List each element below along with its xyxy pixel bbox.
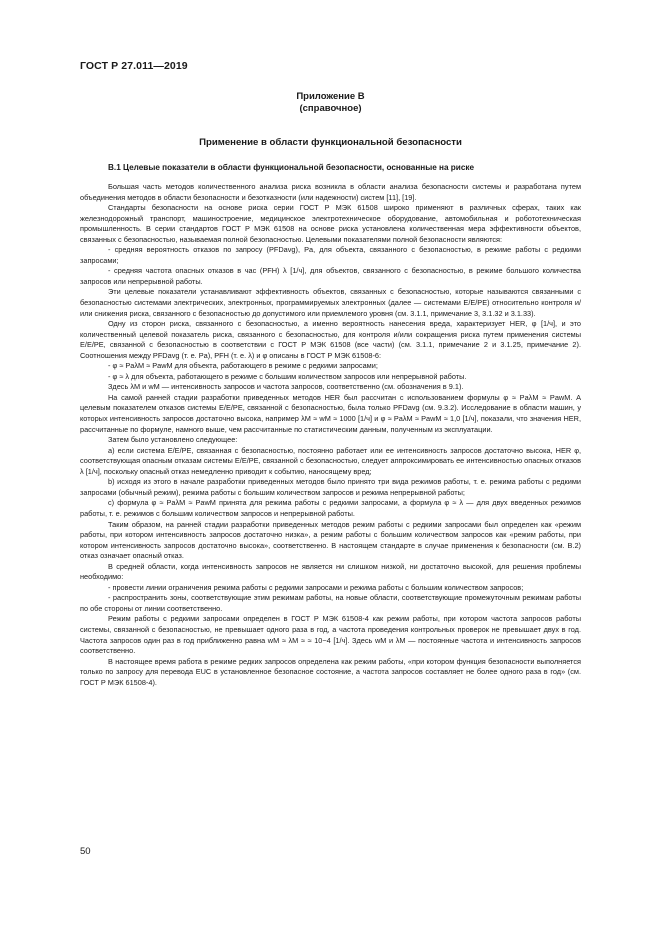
standard-header: ГОСТ Р 27.011—2019 <box>80 60 188 72</box>
page-number: 50 <box>80 846 91 857</box>
paragraph: Эти целевые показатели устанавливают эффективность объектов, связанных с безопасностью, которые называются связанными с безопасностью системами электрических, электронных, программируемых электронных (далее — системами E/E/PE) относительно контроля и/или снижения риска, связанного с безопасностью до допустимого или приемлемого уровня (см. 3.1.1, примечание 3, 3.1.32 и 3.1.33). <box>80 287 581 318</box>
paragraph: Стандарты безопасности на основе риска серии ГОСТ Р МЭК 61508 широко применяют в различных сферах, таких как железнодорожный транспорт, машиностроение, медицинское электротехническое оборудование, автомобильная и робототехническая промышленность. В серии стандартов ГОСТ Р МЭК 61508 на основе риска установлена количественная мера эффективности объектов, связанных с безопасностью, называемая полной безопасностью. Целевыми показателями полной безопасности являются: <box>80 203 581 244</box>
list-item: c) формула φ ≈ PaλM ≈ PawM принята для режима работы с редкими запросами, а формула φ ≈ λ — для двух введенных режимов работы, т. е. режимов с большим количеством запросов и непрерывной работы. <box>80 498 581 518</box>
list-item: - провести линии ограничения режима работы с редкими запросами и режима работы с большим количеством запросов; <box>108 582 524 592</box>
paragraph: В настоящее время работа в режиме редких запросов определена как режим работы, «при котором функция безопасности выполняется только по запросу для перевода EUC в установленное безопасное состояние, а частота запросов составляет не более одного раза в год» (см. ГОСТ Р МЭК 61508-4). <box>80 656 581 687</box>
paragraph: Здесь λM и wM — интенсивность запросов и частота запросов, соответственно (см. обозначения в 9.1). <box>108 382 464 392</box>
annex-subtitle: (справочное) <box>299 103 362 114</box>
paragraph: Большая часть методов количественного анализа риска возникла в области анализа безопасности системы и разработана путем объединения методов в области безопасности и безотказности (или надежности) систем [11], [19]. <box>80 182 581 202</box>
list-item: - φ ≈ PaλM ≈ PawM для объекта, работающего в режиме с редкими запросами; <box>108 361 378 371</box>
list-item: b) исходя из этого в начале разработки приведенных методов было принято три вида режимов работы, т. е. режима работы с редкими запросами (обычный режим), режима работы с большим количеством запросов и режима непрерывной работы; <box>80 477 581 497</box>
main-title: Применение в области функциональной безопасности <box>199 137 462 148</box>
section-title: В.1 Целевые показатели в области функциональной безопасности, основанные на риске <box>108 163 475 172</box>
paragraph: На самой ранней стадии разработки приведенных методов HER был рассчитан с использованием формулы φ ≈ PaλM ≈ PawM. А целевым показателем отказов системы E/E/PE, связанной с безопасностью, была только PFDavg (см. 9.3.2). Исследование в области машин, у которых интенсивность запросов достаточно высока, например λM ≈ wM ≈ 1000 [1/ч] и φ ≈ PaλM ≈ PawM ≈ 1,0 [1/ч], показали, что значения HER, рассчитанные по формуле, намного выше, чем рассчитанные по статистическим данным, полученным из эксплуатации. <box>80 392 581 434</box>
list-item: a) если система E/E/PE, связанная с безопасностью, постоянно работает или ее интенсивность запросов достаточно высока, HER φ, соответствующая опасным отказам системы E/E/PE, связанной с безопасностью, следует аппроксимировать ее интенсивностью опасных отказов λ [1/ч], поскольку опасный отказ немедленно приводит к событию, наносящему вред; <box>80 445 581 476</box>
paragraph: Одну из сторон риска, связанного с безопасностью, а именно вероятность нанесения вреда, характеризует HER, φ [1/ч], и это количественный целевой показатель риска, связанного с безопасностью, для контроля и/или сокращения риска путем применения системы E/E/PE, связанной с безопасностью в соответствии с ГОСТ Р МЭК 61508 (все части) (см. 3.1.1, примечание 2 и 3.1.25, примечание 2). Соотношения между PFDavg (т. е. Pa), PFH (т. е. λ) и φ описаны в ГОСТ Р МЭК 61508-6: <box>80 319 581 360</box>
annex-title: Приложение В <box>296 91 365 102</box>
list-item: - средняя частота опасных отказов в час (PFH) λ [1/ч], для объектов, связанного с безопасностью, в режиме большого количества запросов или непрерывной работы. <box>80 266 581 286</box>
paragraph: Таким образом, на ранней стадии разработки приведенных методов режим работы с редкими запросами был определен как «режим работы, при котором интенсивность запросов достаточно низка», а режим работы с большим количеством запросов как «режим работы, при котором интенсивность запросов достаточно высока», соответственно. В настоящем стандарте в случае применения к безопасности (см. В.2) отказ означает опасный отказ. <box>80 519 581 561</box>
list-item: - φ ≈ λ для объекта, работающего в режиме с большим количеством запросов или непрерывной работы. <box>108 371 467 381</box>
paragraph: В средней области, когда интенсивность запросов не является ни слишком низкой, ни достаточно высокой, для решения проблемы необходимо: <box>80 561 581 582</box>
document-body <box>80 182 581 688</box>
paragraph: Затем было установлено следующее: <box>108 435 238 445</box>
list-item: - распространить зоны, соответствующие этим режимам работы, на новые области, соответствующие промежуточным режимам работы по обе стороны от линии соответственно. <box>80 593 581 613</box>
list-item: - средняя вероятность отказов по запросу (PFDavg), Pa, для объекта, связанного с безопасностью, в режиме работы с редкими запросами; <box>80 245 581 265</box>
paragraph: Режим работы с редкими запросами определен в ГОСТ Р МЭК 61508-4 как режим работы, при котором частота запросов работы системы, связанной с безопасностью, не превышает одного раза в год, а частота проведения контрольных проверок не превышает двух в год. Частота запросов один раз в год приближенно равна wM ≈ λM ≈ ≈ 10−4 [1/ч]. Здесь wM и λM — постоянные частота и интенсивность запросов соответственно. <box>80 614 581 656</box>
annex-heading <box>80 91 581 115</box>
